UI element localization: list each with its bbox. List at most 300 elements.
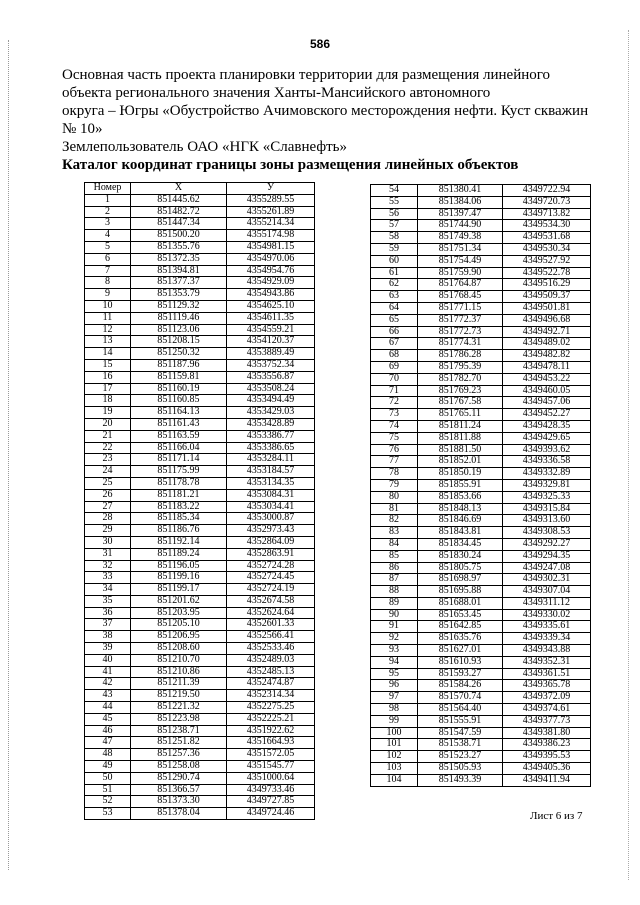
cell-x: 851584.26 <box>418 680 503 692</box>
cell-x: 851171.14 <box>131 454 227 466</box>
table-row <box>85 300 315 312</box>
cell-number: 90 <box>371 609 418 621</box>
cell-x: 851538.71 <box>418 739 503 751</box>
cell-x: 851653.45 <box>418 609 503 621</box>
table-row <box>371 232 591 244</box>
table-row <box>371 350 591 362</box>
cell-number: 51 <box>85 784 131 796</box>
cell-x: 851744.90 <box>418 220 503 232</box>
cell-number: 96 <box>371 680 418 692</box>
table-row <box>371 432 591 444</box>
cell-y: 4353429.03 <box>227 407 315 419</box>
cell-y: 4349530.34 <box>503 243 591 255</box>
cell-number: 23 <box>85 454 131 466</box>
cell-x: 851627.01 <box>418 645 503 657</box>
column-header-y: У <box>227 183 315 195</box>
cell-x: 851129.32 <box>131 300 227 312</box>
cell-number: 21 <box>85 430 131 442</box>
cell-y: 4349457.06 <box>503 397 591 409</box>
cell-number: 50 <box>85 772 131 784</box>
cell-number: 37 <box>85 619 131 631</box>
table-row <box>371 208 591 220</box>
catalog-title: Каталог координат границы зоны размещения линейных объектов <box>62 157 519 173</box>
table-row <box>85 241 315 253</box>
table-row <box>85 702 315 714</box>
cell-x: 851210.70 <box>131 654 227 666</box>
cell-x: 851163.59 <box>131 430 227 442</box>
cell-y: 4349722.94 <box>503 185 591 197</box>
table-row <box>371 420 591 432</box>
cell-y: 4352533.46 <box>227 643 315 655</box>
cell-y: 4353284.11 <box>227 454 315 466</box>
table-row <box>85 489 315 501</box>
cell-y: 4353386.77 <box>227 430 315 442</box>
table-row <box>85 430 315 442</box>
cell-y: 4353134.35 <box>227 477 315 489</box>
cell-x: 851238.71 <box>131 725 227 737</box>
cell-x: 851166.04 <box>131 442 227 454</box>
cell-y: 4352863.91 <box>227 548 315 560</box>
cell-y: 4349372.09 <box>503 692 591 704</box>
cell-x: 851372.35 <box>131 253 227 265</box>
cell-y: 4352489.03 <box>227 654 315 666</box>
table-row <box>85 501 315 513</box>
table-row <box>85 643 315 655</box>
cell-number: 45 <box>85 713 131 725</box>
table-row <box>85 725 315 737</box>
table-row <box>85 713 315 725</box>
table-row <box>371 338 591 350</box>
table-row <box>371 645 591 657</box>
table-row <box>371 621 591 633</box>
cell-number: 19 <box>85 407 131 419</box>
cell-y: 4349339.34 <box>503 633 591 645</box>
table-row <box>371 468 591 480</box>
cell-number: 36 <box>85 607 131 619</box>
table-row <box>371 243 591 255</box>
cell-x: 851205.10 <box>131 619 227 631</box>
table-row <box>85 289 315 301</box>
table-row <box>371 739 591 751</box>
cell-number: 25 <box>85 477 131 489</box>
cell-y: 4349733.46 <box>227 784 315 796</box>
cell-x: 851852.01 <box>418 456 503 468</box>
cell-number: 34 <box>85 584 131 596</box>
table-row <box>85 607 315 619</box>
cell-x: 851855.91 <box>418 479 503 491</box>
cell-number: 30 <box>85 536 131 548</box>
table-row <box>85 749 315 761</box>
cell-number: 31 <box>85 548 131 560</box>
cell-number: 22 <box>85 442 131 454</box>
table-row <box>85 572 315 584</box>
cell-number: 79 <box>371 479 418 491</box>
cell-number: 7 <box>85 265 131 277</box>
cell-y: 4349496.68 <box>503 314 591 326</box>
cell-y: 4349429.65 <box>503 432 591 444</box>
table-row <box>85 336 315 348</box>
cell-y: 4353889.49 <box>227 348 315 360</box>
cell-number: 15 <box>85 359 131 371</box>
cell-x: 851769.23 <box>418 385 503 397</box>
cell-y: 4349381.80 <box>503 727 591 739</box>
cell-number: 2 <box>85 206 131 218</box>
cell-x: 851203.95 <box>131 607 227 619</box>
document-header <box>62 66 602 174</box>
cell-y: 4349315.84 <box>503 503 591 515</box>
cell-x: 851445.62 <box>131 194 227 206</box>
cell-y: 4352724.28 <box>227 560 315 572</box>
table-row <box>371 373 591 385</box>
table-row <box>371 479 591 491</box>
cell-x: 851384.06 <box>418 196 503 208</box>
table-row <box>371 774 591 786</box>
cell-y: 4354943.86 <box>227 289 315 301</box>
cell-number: 84 <box>371 538 418 550</box>
cell-x: 851610.93 <box>418 656 503 668</box>
cell-x: 851447.34 <box>131 218 227 230</box>
cell-y: 4354929.09 <box>227 277 315 289</box>
cell-number: 104 <box>371 774 418 786</box>
table-row <box>371 586 591 598</box>
cell-y: 4352601.33 <box>227 619 315 631</box>
cell-x: 851123.06 <box>131 324 227 336</box>
cell-number: 16 <box>85 371 131 383</box>
cell-y: 4349294.35 <box>503 550 591 562</box>
cell-number: 48 <box>85 749 131 761</box>
cell-x: 851795.39 <box>418 361 503 373</box>
cell-x: 851830.24 <box>418 550 503 562</box>
table-row <box>371 267 591 279</box>
cell-number: 62 <box>371 279 418 291</box>
cell-y: 4353752.34 <box>227 359 315 371</box>
cell-number: 93 <box>371 645 418 657</box>
cell-x: 851593.27 <box>418 668 503 680</box>
cell-number: 39 <box>85 643 131 655</box>
cell-x: 851355.76 <box>131 241 227 253</box>
cell-y: 4349335.61 <box>503 621 591 633</box>
cell-y: 4349482.82 <box>503 350 591 362</box>
table-row <box>85 690 315 702</box>
cell-x: 851181.21 <box>131 489 227 501</box>
cell-x: 851397.47 <box>418 208 503 220</box>
cell-y: 4351922.62 <box>227 725 315 737</box>
table-row <box>371 361 591 373</box>
table-header-row <box>85 183 315 195</box>
cell-y: 4353084.31 <box>227 489 315 501</box>
cell-x: 851353.79 <box>131 289 227 301</box>
cell-y: 4349724.46 <box>227 808 315 820</box>
header-line-1: Основная часть проекта планировки территории для размещения линейного <box>62 67 551 83</box>
cell-x: 851175.99 <box>131 466 227 478</box>
cell-x: 851380.41 <box>418 185 503 197</box>
cell-y: 4354981.15 <box>227 241 315 253</box>
table-row <box>371 704 591 716</box>
cell-x: 851834.45 <box>418 538 503 550</box>
cell-y: 4353494.49 <box>227 395 315 407</box>
cell-number: 77 <box>371 456 418 468</box>
cell-x: 851846.69 <box>418 515 503 527</box>
cell-x: 851394.81 <box>131 265 227 277</box>
cell-number: 32 <box>85 560 131 572</box>
cell-y: 4349329.81 <box>503 479 591 491</box>
cell-x: 851219.50 <box>131 690 227 702</box>
table-row <box>371 255 591 267</box>
table-row <box>371 527 591 539</box>
cell-number: 55 <box>371 196 418 208</box>
cell-y: 4353034.41 <box>227 501 315 513</box>
cell-y: 4354970.06 <box>227 253 315 265</box>
cell-x: 851635.76 <box>418 633 503 645</box>
table-row <box>85 277 315 289</box>
cell-y: 4349478.11 <box>503 361 591 373</box>
cell-y: 4352624.64 <box>227 607 315 619</box>
cell-y: 4349428.35 <box>503 420 591 432</box>
cell-y: 4354611.35 <box>227 312 315 324</box>
cell-number: 46 <box>85 725 131 737</box>
cell-y: 4352724.19 <box>227 584 315 596</box>
cell-y: 4352275.25 <box>227 702 315 714</box>
cell-x: 851764.87 <box>418 279 503 291</box>
table-row <box>371 515 591 527</box>
cell-y: 4353386.65 <box>227 442 315 454</box>
cell-x: 851765.11 <box>418 409 503 421</box>
cell-y: 4351664.93 <box>227 737 315 749</box>
table-row <box>371 609 591 621</box>
cell-y: 4352225.21 <box>227 713 315 725</box>
land-user: Землепользователь ОАО «НГК «Славнефть» <box>62 139 347 155</box>
cell-number: 81 <box>371 503 418 515</box>
cell-x: 851206.95 <box>131 631 227 643</box>
scan-edge-left <box>8 40 10 870</box>
table-row <box>85 442 315 454</box>
cell-number: 88 <box>371 586 418 598</box>
table-row <box>371 633 591 645</box>
cell-x: 851185.34 <box>131 513 227 525</box>
cell-number: 43 <box>85 690 131 702</box>
table-row <box>85 194 315 206</box>
cell-number: 28 <box>85 513 131 525</box>
cell-number: 72 <box>371 397 418 409</box>
cell-y: 4352973.43 <box>227 525 315 537</box>
coordinates-table-right <box>370 184 591 787</box>
cell-x: 851555.91 <box>418 715 503 727</box>
cell-y: 4349352.31 <box>503 656 591 668</box>
cell-number: 58 <box>371 232 418 244</box>
table-row <box>85 784 315 796</box>
table-row <box>85 513 315 525</box>
cell-number: 97 <box>371 692 418 704</box>
cell-number: 33 <box>85 572 131 584</box>
cell-y: 4351000.64 <box>227 772 315 784</box>
table-row <box>85 619 315 631</box>
table-row <box>371 715 591 727</box>
cell-number: 8 <box>85 277 131 289</box>
cell-x: 851208.60 <box>131 643 227 655</box>
cell-x: 851805.75 <box>418 562 503 574</box>
cell-y: 4355261.89 <box>227 206 315 218</box>
cell-number: 6 <box>85 253 131 265</box>
cell-x: 851377.37 <box>131 277 227 289</box>
table-row <box>85 796 315 808</box>
cell-number: 78 <box>371 468 418 480</box>
cell-y: 4349720.73 <box>503 196 591 208</box>
cell-number: 63 <box>371 291 418 303</box>
sheet-label: Лист 6 из 7 <box>530 810 583 822</box>
cell-number: 61 <box>371 267 418 279</box>
table-row <box>371 668 591 680</box>
cell-number: 89 <box>371 597 418 609</box>
cell-y: 4349460.05 <box>503 385 591 397</box>
table-row <box>85 218 315 230</box>
cell-number: 17 <box>85 383 131 395</box>
header-line-2: объекта регионального значения Ханты-Мансийского автономного <box>62 85 491 101</box>
cell-x: 851160.85 <box>131 395 227 407</box>
cell-x: 851373.30 <box>131 796 227 808</box>
table-row <box>371 727 591 739</box>
table-row <box>371 456 591 468</box>
cell-x: 851160.19 <box>131 383 227 395</box>
cell-y: 4351572.05 <box>227 749 315 761</box>
cell-number: 67 <box>371 338 418 350</box>
cell-x: 851547.59 <box>418 727 503 739</box>
table-row <box>371 763 591 775</box>
cell-y: 4352864.09 <box>227 536 315 548</box>
cell-number: 13 <box>85 336 131 348</box>
table-row <box>85 666 315 678</box>
cell-number: 102 <box>371 751 418 763</box>
scan-edge-right <box>628 30 630 880</box>
table-row <box>85 407 315 419</box>
cell-x: 851853.66 <box>418 491 503 503</box>
cell-x: 851178.78 <box>131 477 227 489</box>
cell-x: 851688.01 <box>418 597 503 609</box>
cell-y: 4349411.94 <box>503 774 591 786</box>
cell-x: 851189.24 <box>131 548 227 560</box>
cell-y: 4349332.89 <box>503 468 591 480</box>
cell-x: 851210.86 <box>131 666 227 678</box>
cell-number: 44 <box>85 702 131 714</box>
cell-x: 851771.15 <box>418 302 503 314</box>
table-row <box>85 477 315 489</box>
table-row <box>371 279 591 291</box>
cell-number: 92 <box>371 633 418 645</box>
cell-number: 49 <box>85 761 131 773</box>
cell-number: 40 <box>85 654 131 666</box>
table-row <box>371 196 591 208</box>
cell-y: 4349393.62 <box>503 444 591 456</box>
cell-number: 66 <box>371 326 418 338</box>
cell-number: 27 <box>85 501 131 513</box>
cell-y: 4349343.88 <box>503 645 591 657</box>
table-row <box>85 772 315 784</box>
table-row <box>371 503 591 515</box>
cell-y: 4351545.77 <box>227 761 315 773</box>
table-row <box>85 678 315 690</box>
cell-x: 851848.13 <box>418 503 503 515</box>
cell-x: 851564.40 <box>418 704 503 716</box>
table-row <box>85 265 315 277</box>
cell-x: 851187.96 <box>131 359 227 371</box>
table-row <box>371 680 591 692</box>
cell-x: 851192.14 <box>131 536 227 548</box>
table-row <box>371 550 591 562</box>
cell-y: 4349531.68 <box>503 232 591 244</box>
cell-y: 4349534.30 <box>503 220 591 232</box>
cell-number: 12 <box>85 324 131 336</box>
cell-number: 53 <box>85 808 131 820</box>
table-row <box>371 326 591 338</box>
cell-number: 83 <box>371 527 418 539</box>
table-row <box>85 631 315 643</box>
cell-y: 4349492.71 <box>503 326 591 338</box>
cell-x: 851378.04 <box>131 808 227 820</box>
table-row <box>371 562 591 574</box>
cell-number: 64 <box>371 302 418 314</box>
cell-number: 76 <box>371 444 418 456</box>
cell-number: 9 <box>85 289 131 301</box>
cell-x: 851843.81 <box>418 527 503 539</box>
cell-x: 851505.93 <box>418 763 503 775</box>
table-row <box>371 444 591 456</box>
cell-y: 4349247.08 <box>503 562 591 574</box>
cell-number: 26 <box>85 489 131 501</box>
cell-number: 95 <box>371 668 418 680</box>
cell-x: 851811.24 <box>418 420 503 432</box>
cell-y: 4349292.27 <box>503 538 591 550</box>
cell-number: 100 <box>371 727 418 739</box>
cell-x: 851695.88 <box>418 586 503 598</box>
table-row <box>85 454 315 466</box>
cell-number: 59 <box>371 243 418 255</box>
cell-y: 4349527.92 <box>503 255 591 267</box>
cell-number: 24 <box>85 466 131 478</box>
table-row <box>85 584 315 596</box>
cell-number: 42 <box>85 678 131 690</box>
cell-x: 851482.72 <box>131 206 227 218</box>
cell-x: 851500.20 <box>131 230 227 242</box>
cell-y: 4349489.02 <box>503 338 591 350</box>
cell-x: 851774.31 <box>418 338 503 350</box>
table-row <box>371 656 591 668</box>
cell-number: 35 <box>85 595 131 607</box>
cell-number: 99 <box>371 715 418 727</box>
cell-y: 4353184.57 <box>227 466 315 478</box>
cell-y: 4349453.22 <box>503 373 591 385</box>
table-row <box>371 185 591 197</box>
cell-number: 75 <box>371 432 418 444</box>
table-row <box>85 525 315 537</box>
cell-x: 851749.38 <box>418 232 503 244</box>
cell-x: 851183.22 <box>131 501 227 513</box>
table-row <box>371 409 591 421</box>
cell-y: 4352314.34 <box>227 690 315 702</box>
cell-x: 851767.58 <box>418 397 503 409</box>
table-row <box>85 560 315 572</box>
cell-y: 4353508.24 <box>227 383 315 395</box>
cell-y: 4349395.53 <box>503 751 591 763</box>
cell-x: 851759.90 <box>418 267 503 279</box>
column-header-number: Номер <box>85 183 131 195</box>
cell-y: 4349307.04 <box>503 586 591 598</box>
table-row <box>371 302 591 314</box>
table-row <box>85 808 315 820</box>
table-row <box>85 206 315 218</box>
cell-x: 851199.17 <box>131 584 227 596</box>
table-row <box>85 359 315 371</box>
header-line-4: № 10» <box>62 121 103 137</box>
cell-x: 851186.76 <box>131 525 227 537</box>
